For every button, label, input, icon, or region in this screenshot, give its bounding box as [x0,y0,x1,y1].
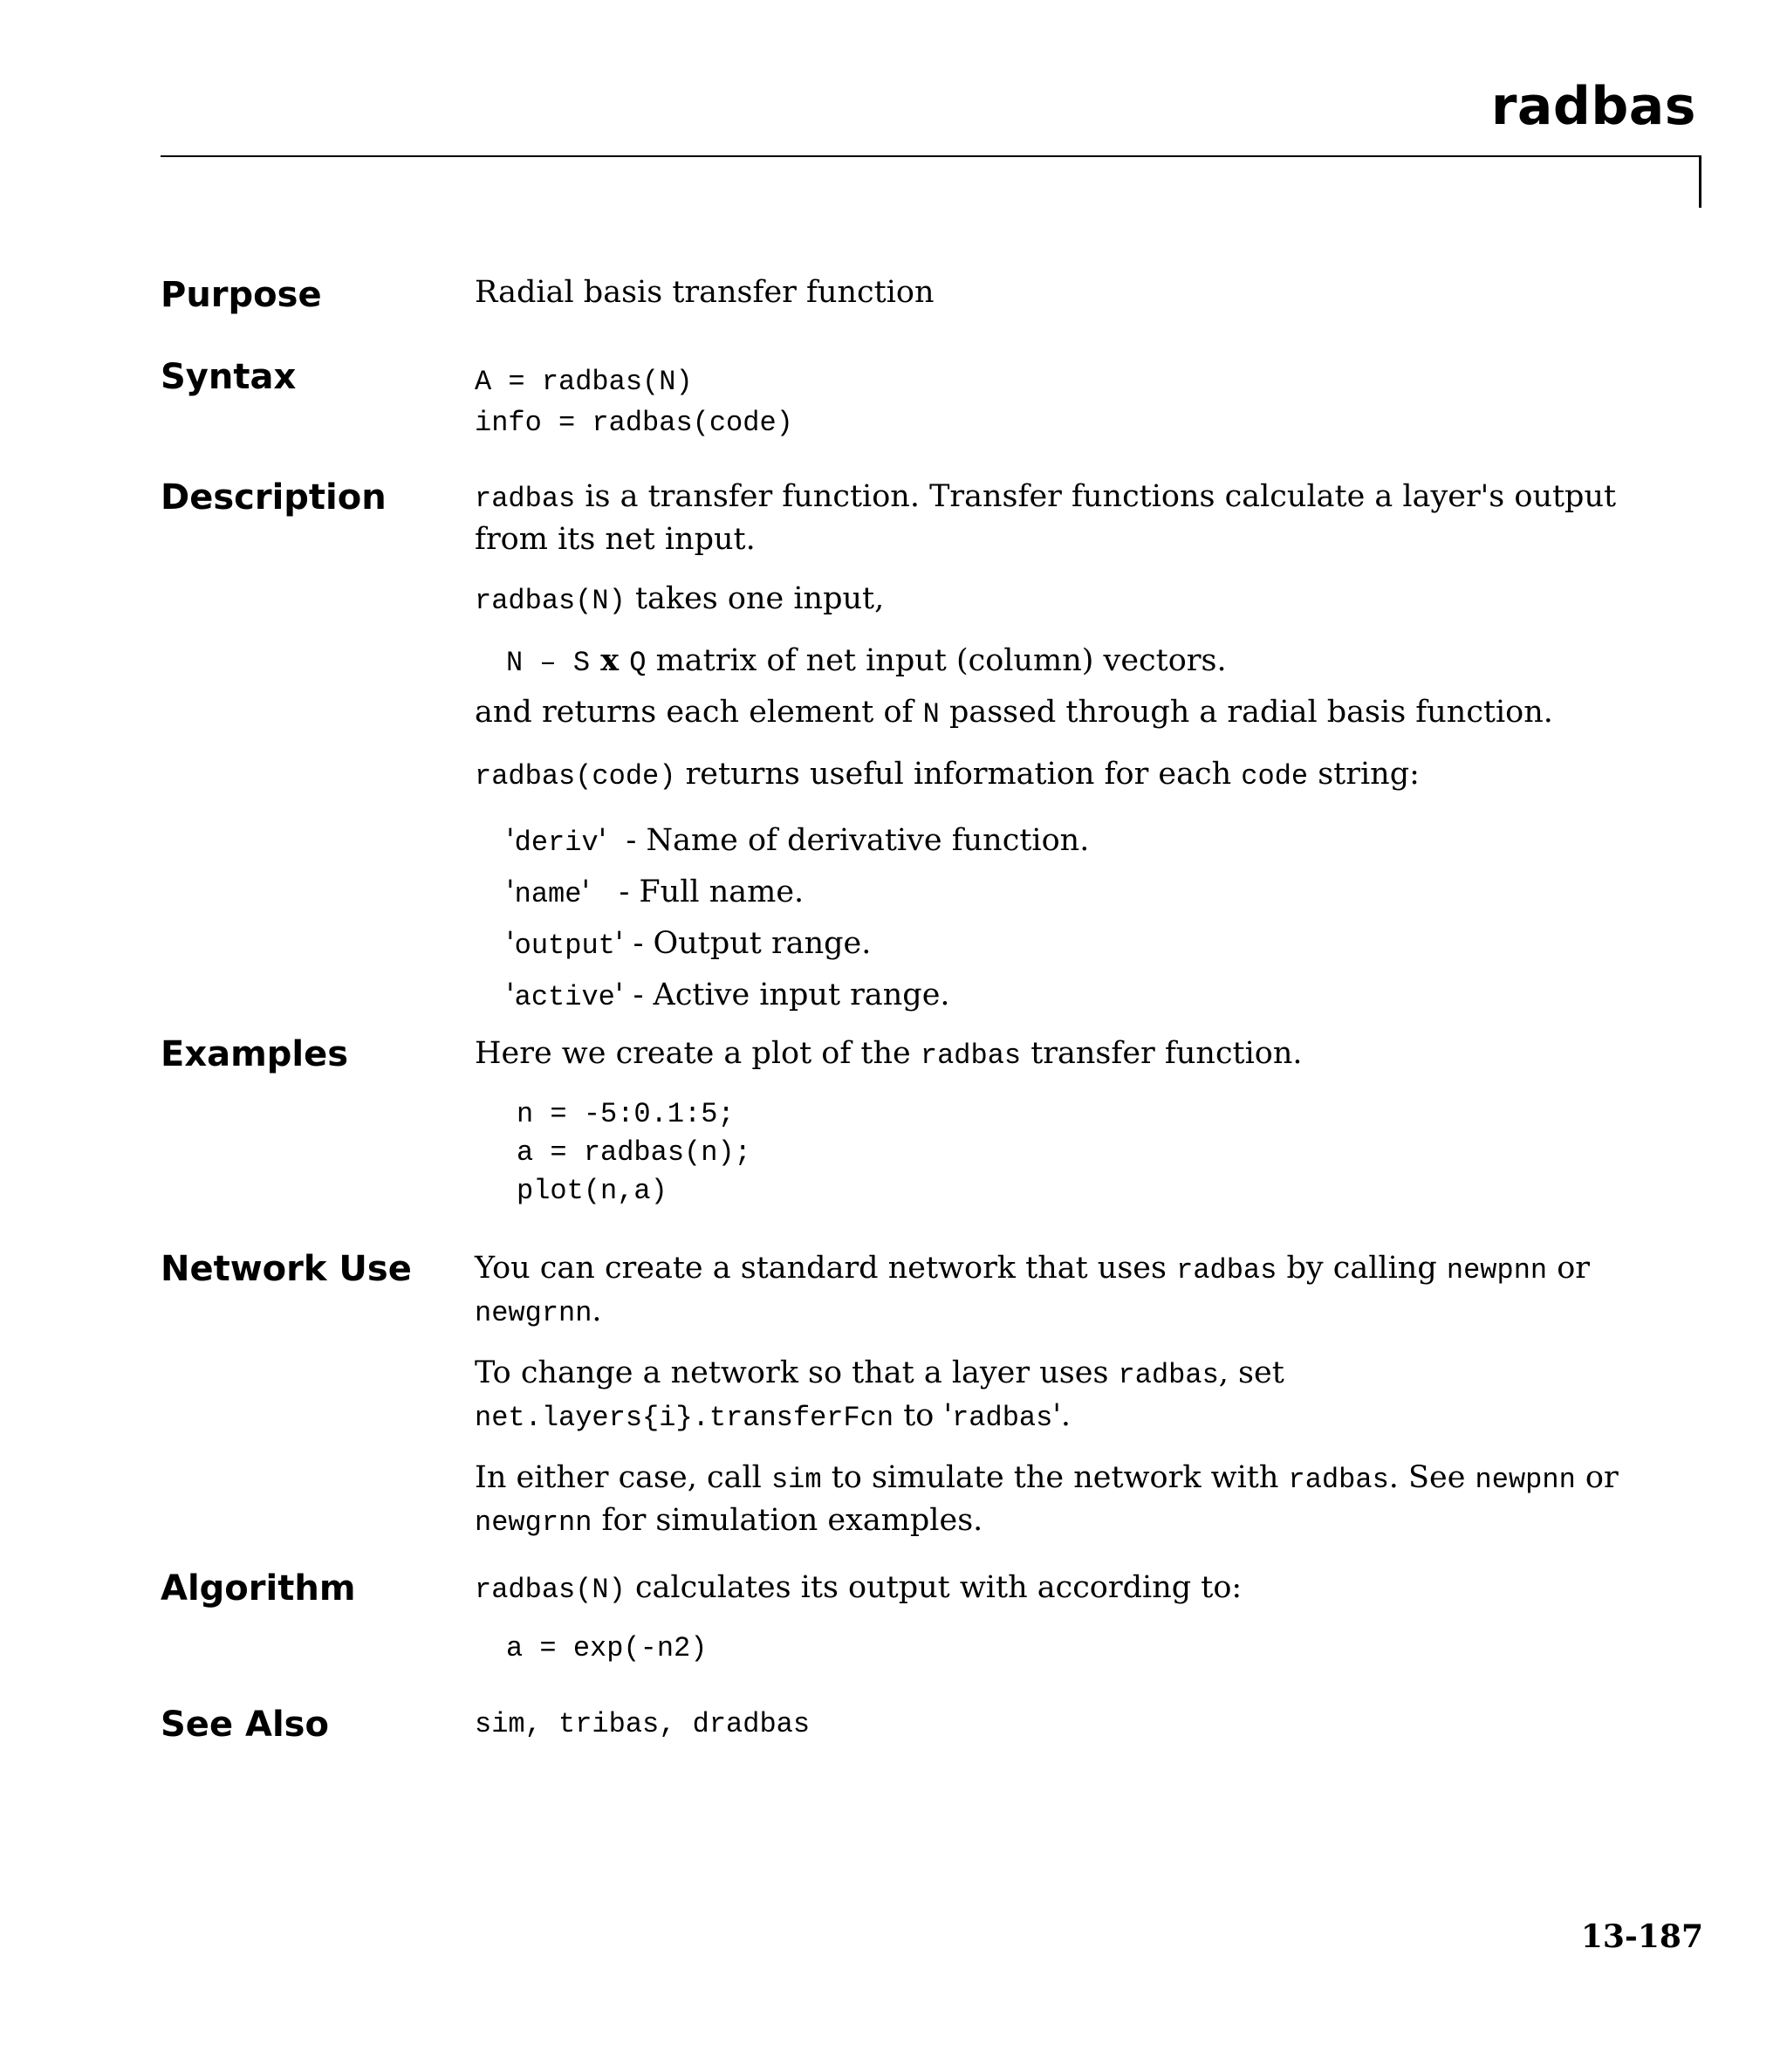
algorithm-text [475,1568,1630,1610]
algorithm-formula: a = exp(-n2) [506,1632,708,1664]
network-use-p1-c: or [1547,1251,1591,1286]
network-use-p1-d: . [592,1293,602,1328]
description-p4-code2: code [1241,760,1309,792]
network-use-p3-a: In either case, call [475,1460,771,1495]
code-item-deriv [506,816,1630,868]
description-p1-text: is a transfer function. Transfer functions calculate a layer's output from its net input. [475,479,1617,557]
description-p3 [475,692,1630,735]
network-use-p1 [475,1248,1630,1334]
network-use-p3 [475,1458,1630,1543]
network-use-p1-code2: newpnn [1446,1254,1548,1286]
description-p4 [475,754,1630,797]
code-item-text: - Name of derivative function. [606,823,1090,858]
code-item-quote: ' [614,926,624,961]
syntax-section [475,361,1630,443]
network-use-p3-d: or [1575,1460,1619,1495]
purpose-heading: Purpose [161,275,322,315]
network-use-p2-b: , set [1218,1355,1284,1390]
syntax-line-2: info = radbas(code) [475,407,793,439]
see-also-heading: See Also [161,1705,329,1745]
description-arg-dash: – [523,647,573,679]
code-item-quote: ' [506,823,515,858]
network-use-p3-code3: newpnn [1475,1464,1576,1496]
description-arg-name: N [506,647,524,679]
description-arg [475,641,1630,683]
purpose-section [475,272,1630,312]
code-item-quote: ' [614,978,624,1012]
network-use-heading: Network Use [161,1249,412,1289]
network-use-p2-c: to ' [894,1398,953,1433]
description-arg-q: Q [629,647,647,679]
examples-intro-code: radbas [920,1039,1022,1072]
title-rule [161,155,1701,157]
description-p3-code: N [922,698,940,731]
description-arg-text: matrix of net input (column) vectors. [646,643,1227,678]
see-also-section [475,1705,1630,1744]
syntax-line-1: A = radbas(N) [475,366,693,398]
code-item-quote: ' [581,875,591,909]
network-use-p2-a: To change a network so that a layer uses [475,1355,1119,1390]
network-use-p2-code2: net.layers{i}.transferFcn [475,1402,894,1434]
examples-intro-a: Here we create a plot of the [475,1036,921,1071]
code-item-text: - Active input range. [623,978,950,1012]
algorithm-section [475,1568,1630,1668]
description-p2 [475,579,1630,621]
description-p4-text-b: string: [1308,757,1420,792]
description-section [475,477,1630,1022]
description-arg-x: x [590,642,630,678]
examples-intro-b: transfer function. [1021,1036,1303,1071]
description-code-list [475,816,1630,1022]
network-use-p1-code1: radbas [1176,1254,1277,1286]
description-heading: Description [161,477,387,518]
examples-heading: Examples [161,1034,349,1074]
page-number: 13-187 [1580,1918,1703,1955]
network-use-p3-e: for simulation examples. [592,1503,983,1538]
code-item-text: - Output range. [623,926,872,961]
network-use-p3-code2: radbas [1288,1464,1389,1496]
description-p4-text-a: returns useful information for each [675,757,1242,792]
purpose-text: Radial basis transfer function [475,275,935,310]
network-use-p2-code3: radbas [952,1402,1053,1434]
network-use-p3-code4: newgrnn [475,1506,592,1539]
network-use-p3-b: to simulate the network with [821,1460,1289,1495]
see-also-list: sim, tribas, dradbas [475,1708,811,1740]
description-p3-text-b: passed through a radial basis function. [939,695,1553,730]
code-item-code: deriv [514,827,599,859]
code-item-quote: ' [506,875,515,909]
network-use-p1-a: You can create a standard network that uses [475,1251,1177,1286]
code-item-active [506,971,1630,1022]
description-p3-text-a: and returns each element of [475,695,923,730]
network-use-p2 [475,1353,1630,1438]
algorithm-code: radbas(N) [475,1574,626,1606]
description-p2-code: radbas(N) [475,585,626,617]
description-p1-code: radbas [475,483,576,515]
syntax-heading: Syntax [161,357,297,397]
algorithm-text-span: calculates its output with according to: [625,1570,1243,1605]
examples-section [475,1033,1630,1211]
code-item-name [506,868,1630,919]
code-item-code: active [514,981,615,1013]
network-use-p1-code3: newgrnn [475,1297,592,1329]
network-use-p2-code1: radbas [1118,1359,1219,1391]
algorithm-heading: Algorithm [161,1568,356,1609]
description-arg-s: S [572,647,591,679]
network-use-section [475,1248,1630,1543]
page-title: radbas [1490,76,1696,137]
code-item-text: - Full name. [590,875,804,909]
description-p1 [475,477,1630,559]
code-item-quote: ' [506,926,515,961]
code-item-quote: ' [506,978,515,1012]
code-item-code: output [514,930,615,962]
description-p2-text: takes one input, [625,581,885,616]
network-use-p2-d: '. [1052,1398,1072,1433]
network-use-p3-c: . See [1388,1460,1475,1495]
description-p4-code: radbas(code) [475,760,676,792]
code-item-quote: ' [598,823,607,858]
code-item-output [506,919,1630,971]
title-rule-tick [1699,155,1701,208]
examples-code: n = -5:0.1:5; a = radbas(n); plot(n,a) [517,1098,751,1207]
examples-intro [475,1033,1630,1076]
network-use-p3-code1: sim [770,1464,822,1496]
code-item-code: name [514,878,582,910]
network-use-p1-b: by calling [1277,1251,1447,1286]
